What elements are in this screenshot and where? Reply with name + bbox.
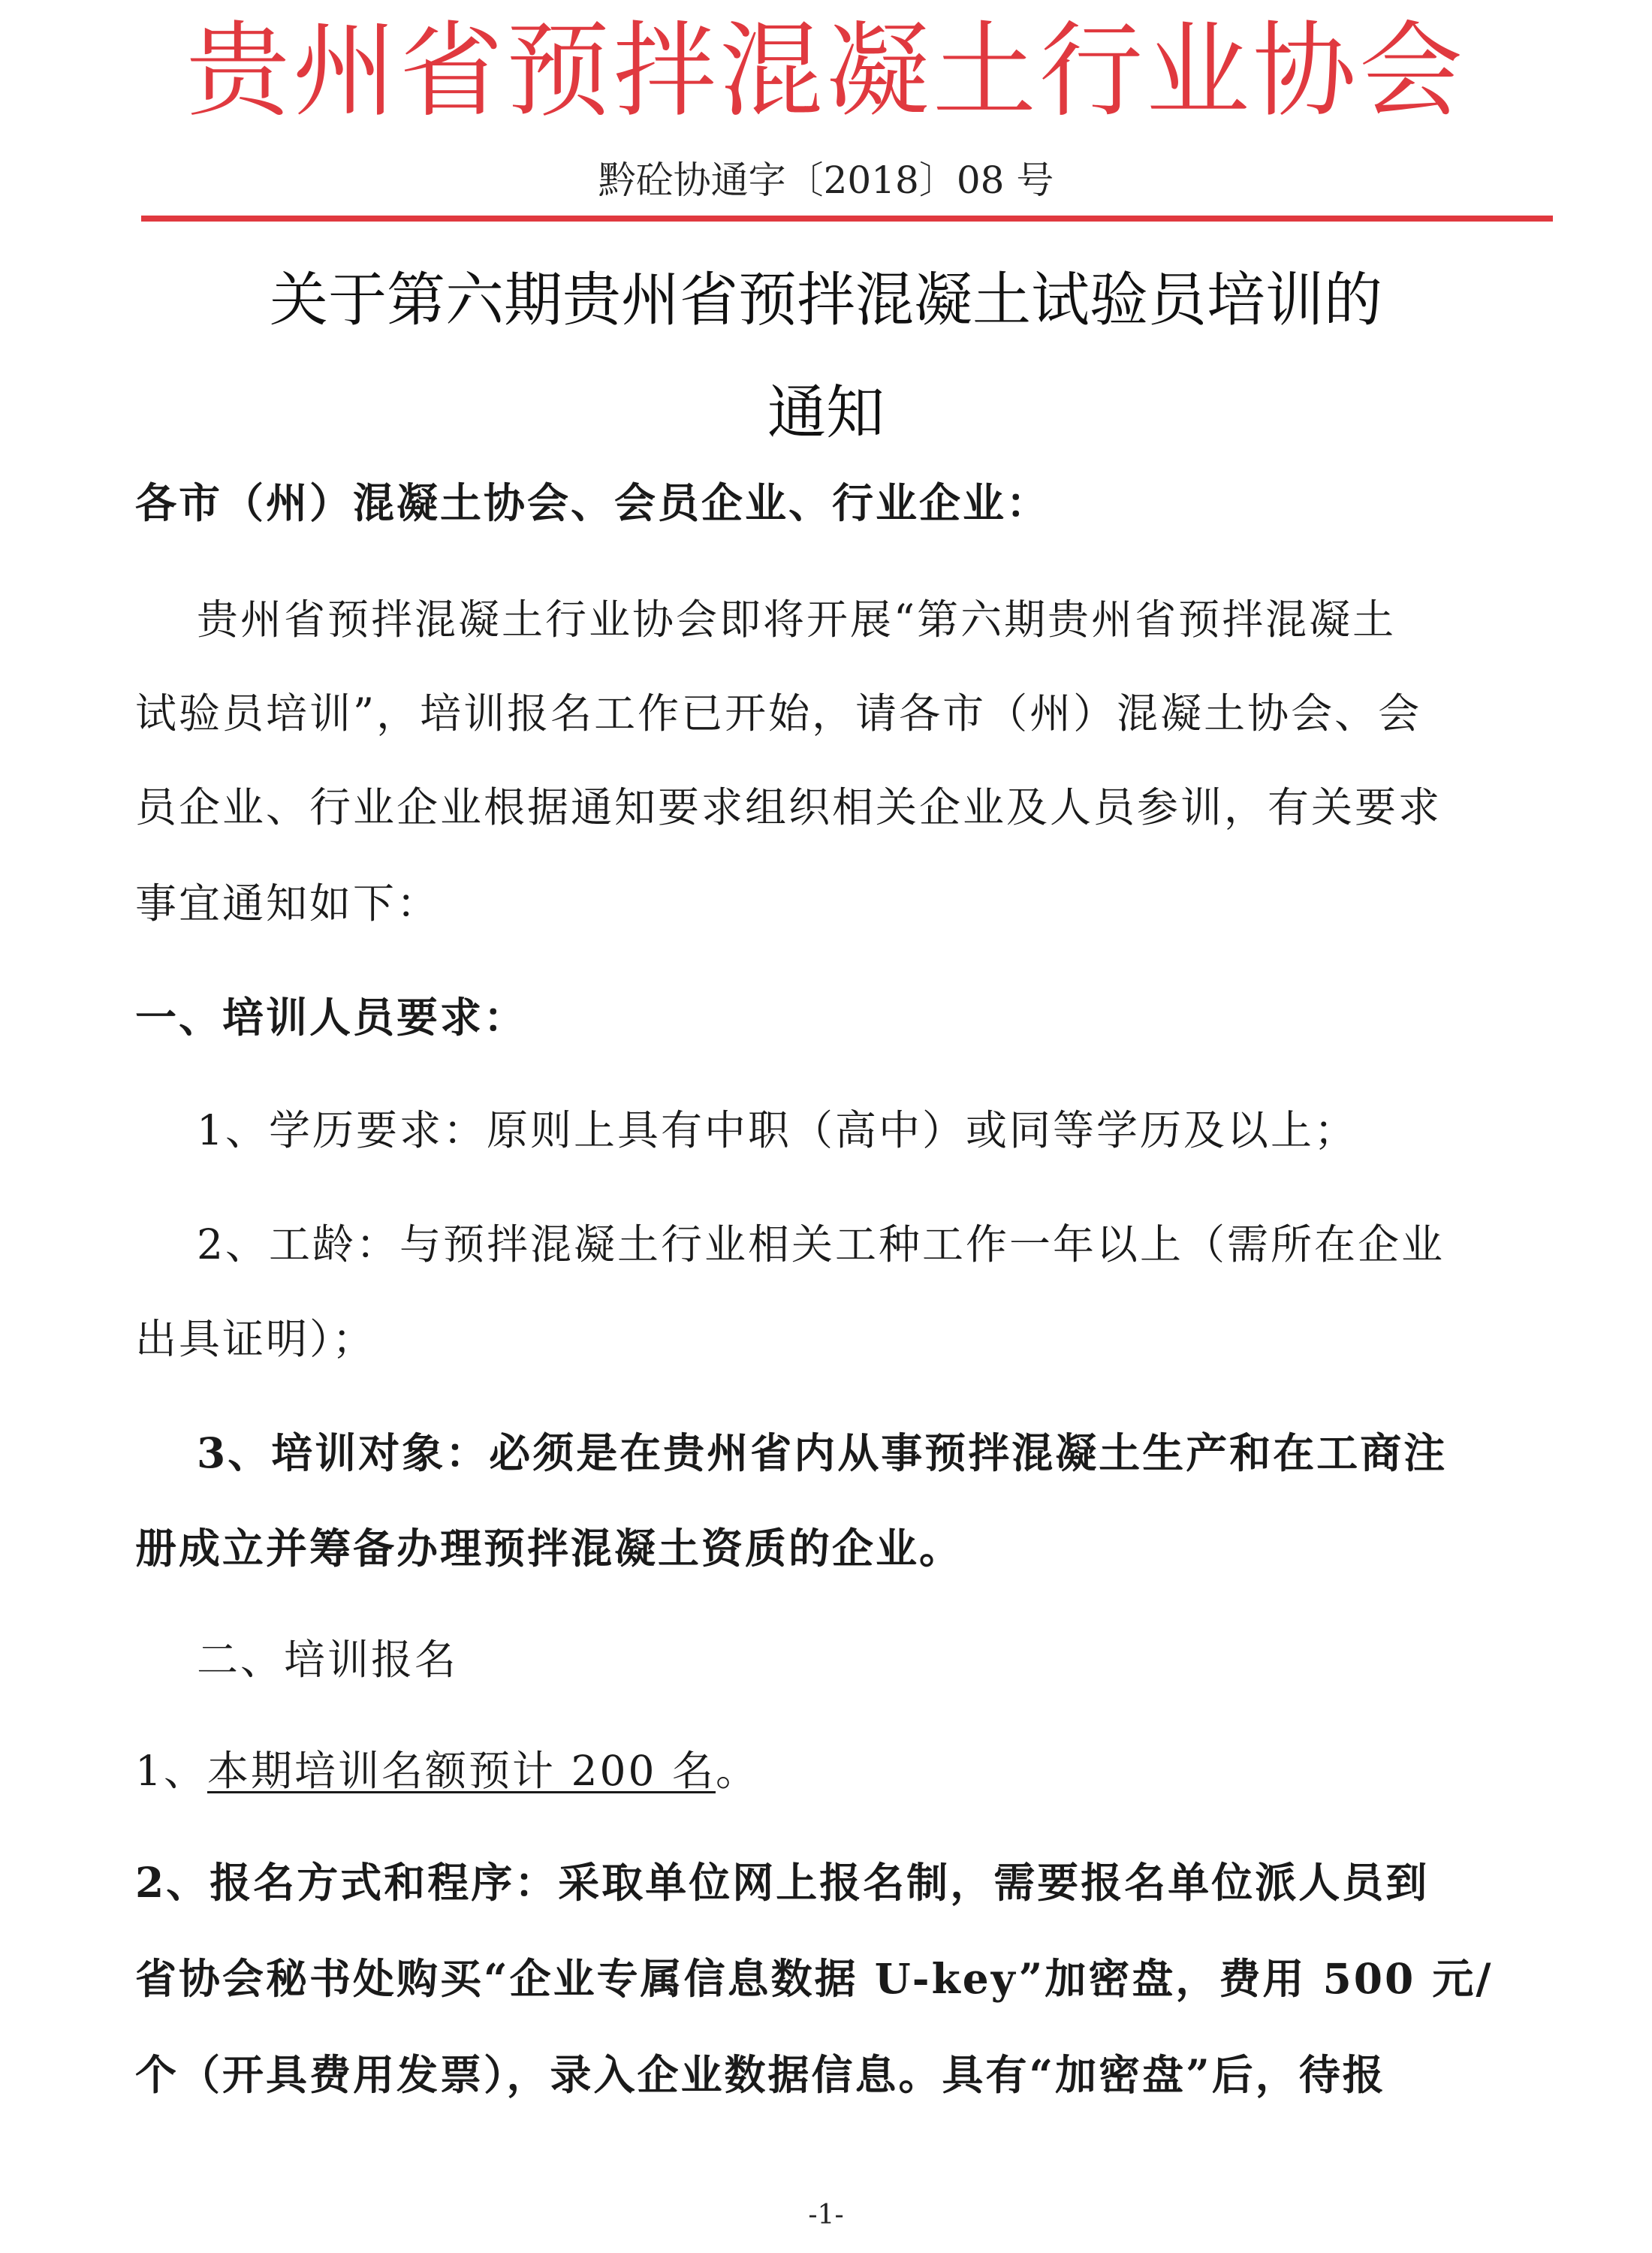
section-1-item-3-line-2: 册成立并筹备办理预拌混凝土资质的企业。 [135,1524,963,1573]
section-2-item-1-prefix: 1、 [135,1747,207,1795]
organization-title: 贵州省预拌混凝土行业协会 [185,11,1466,131]
section-2-item-2-line-1: 2、报名方式和程序：采取单位网上报名制，需要报名单位派人员到 [135,1858,1430,1907]
section-2-item-2-line-3: 个（开具费用发票），录入企业数据信息。具有“加密盘”后，待报 [135,2050,1386,2099]
section-2-item-1 [135,1737,1547,1805]
intro-line-4: 事宜通知如下： [135,879,441,927]
salutation: 各市（州）混凝土协会、会员企业、行业企业： [135,478,1051,527]
section-1-item-3-line-1: 3、培训对象：必须是在贵州省内从事预拌混凝土生产和在工商注 [197,1428,1448,1477]
notice-title [135,244,1517,469]
section-1-item-2-line-2: 出具证明）； [135,1315,376,1363]
section-1-item-1: 1、学历要求：原则上具有中职（高中）或同等学历及以上； [197,1106,1358,1154]
section-2-heading: 二、培训报名 [197,1636,459,1684]
section-2-item-2-line-2: 省协会秘书处购买“企业专属信息数据 U-key”加密盘，费用 500 元/ [135,1954,1494,2003]
page-number: -1- [808,2200,844,2230]
notice-title-line-1: 关于第六期贵州省预拌混凝土试验员培训的 [269,267,1382,334]
section-1-item-2-line-1: 2、工龄：与预拌混凝土行业相关工种工作一年以上（需所在企业 [197,1220,1445,1268]
intro-line-3: 员企业、行业企业根据通知要求组织相关企业及人员参训，有关要求 [135,783,1442,831]
red-divider-line [141,216,1553,222]
intro-line-2: 试验员培训”，培训报名工作已开始，请各市（州）混凝土协会、会 [135,689,1422,737]
section-1-heading: 一、培训人员要求： [135,993,528,1042]
notice-title-line-2: 通知 [767,379,885,447]
intro-line-1: 贵州省预拌混凝土行业协会即将开展“第六期贵州省预拌混凝土 [197,596,1397,644]
document-number: 黔砼协通字〔2018〕08 号 [598,158,1054,202]
quota-text: 本期培训名额预计 200 名 [207,1747,716,1795]
section-2-item-1-suffix: 。 [715,1747,759,1795]
